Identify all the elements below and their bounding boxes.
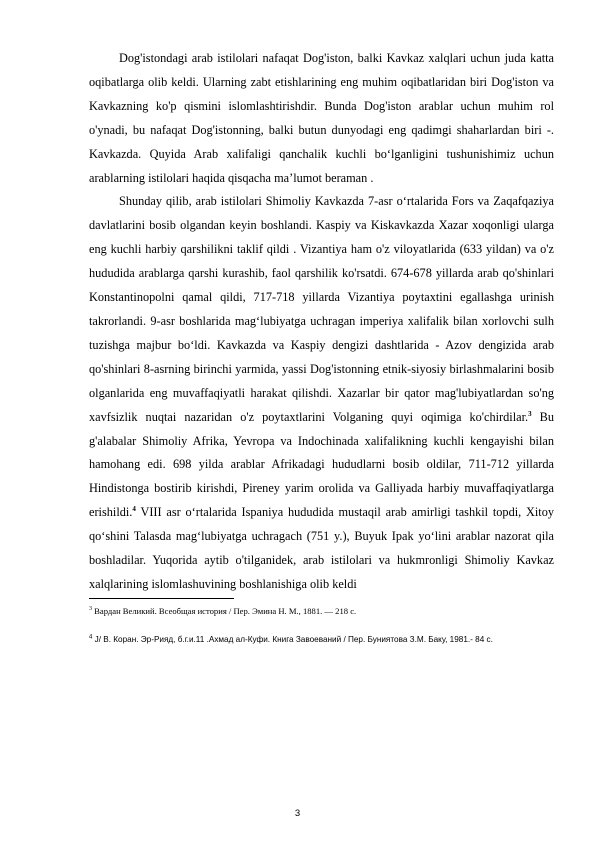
footnote-4-number: 4	[89, 634, 93, 641]
paragraph-1-text: Dog'istondagi arab istilolari nafaqat Dog'iston, balki Kavkaz xalqlari uchun juda katta oqibatlarga olib keldi. Ularning zabt etishlarining eng muhim oqibatlaridan biri Dog'iston va Kavkazning ko'p qismini islomlashtirishdir. Bunda Dog'iston arablar uchun muhim rol o'ynadi, bu nafaqat Dog'istonning, balki butun dunyodagi eng qadimgi shaharlardan biri -. Kavkazda. Quyida Arab xalifaligi qanchalik kuchli bo‘lganligini tushunishimiz uchun arablarning istilolari haqida qisqacha ma’lumot beraman .	[89, 51, 554, 185]
paragraph-2-text-a: Shunday qilib, arab istilolari Shimoliy Kavkazda 7-asr o‘rtalarida Fors va Zaqafqaziya davlatlarini bosib olgandan keyin boshlandi. Kaspiy va Kiskavkazda Xazar xoqonligi ularga eng kuchli harbiy qarshilikni taklif qildi . Vizantiya ham o'z viloyatlarida (633 yildan) va o'z hududida arablarga qarshi kurashib, faol qarshilik ko'rsatdi. 674-678 yillarda arab qo'shinlari Konstantinopolni qamal qildi, 717-718 yillarda Vizantiya poytaxtini egallashga urinish takrorlandi. 9-asr boshlarida mag‘lubiyatga uchragan imperiya xalifalik bilan xorlovchi sulh tuzishga majbur bo‘ldi. Kavkazda va Kaspiy dengizi dashtlarida - Azov dengizida arab qo'shinlari 8-asrning birinchi yarmida, yassi Dog'istonning etnik-siyosiy birlashmalarini bosib olganlarida eng muvaffaqiyatli harakat qilishdi. Xazarlar bir qator mag'lubiyatlardan so'ng xavfsizlik nuqtai nazaridan o'z poytaxtlarini Volganing quyi oqimiga ko'chirdilar.	[89, 194, 554, 424]
footnote-3-text: Вардан Великий. Всеобщая история / Пер. Эмина Н. М., 1881. — 218 с.	[92, 605, 357, 616]
footnote-spacer	[89, 617, 554, 633]
paragraph-2-text-b: Bu g'alabalar Shimoliy Afrika, Yevropa va Indochinada xalifalikning kuchli kengayishi bilan hamohang edi. 698 yilda arablar Afrikadagi hududlarni bosib oldilar, 711-712 yillarda Hindistonga bostirib kirishdi, Pireney yarim orolida va Galliyada harbiy muvaffaqiyatlarga erishildi.	[89, 409, 554, 520]
footnote-3	[89, 605, 554, 618]
paragraph-2-text-c: VIII asr o‘rtalarida Ispaniya hududida mustaqil arab amirligi tashkil topdi, Xitoy qo‘shini Talasda mag‘lubiyatga uchragach (751 y.), Buyuk Ipak yo‘lini arablar nazorat qila boshladilar. Yuqorida aytib o'tilganidek, arab istilolari va hukmronligi Shimoliy Kavkaz xalqlarining islomlashuvining boshlanishiga olib keldi	[89, 505, 554, 591]
footnote-4-text: Ј/ В. Коран. Эр-Рияд, б.г.и.11 .Ахмад ал-Куфи. Книга Завоеваний / Пер. Буниятова З.М. Баку, 1981.- 84 с.	[92, 635, 493, 645]
footnote-reference-4[interactable]: 4	[132, 505, 136, 514]
document-page	[89, 47, 554, 647]
page-number: 3	[294, 808, 301, 819]
footnote-3-number: 3	[89, 605, 92, 612]
footnote-reference-3[interactable]: 3	[528, 409, 532, 418]
footnote-4	[89, 633, 554, 647]
footnote-separator	[89, 598, 234, 599]
body-paragraph-2	[89, 190, 554, 596]
body-paragraph-1	[89, 47, 554, 190]
